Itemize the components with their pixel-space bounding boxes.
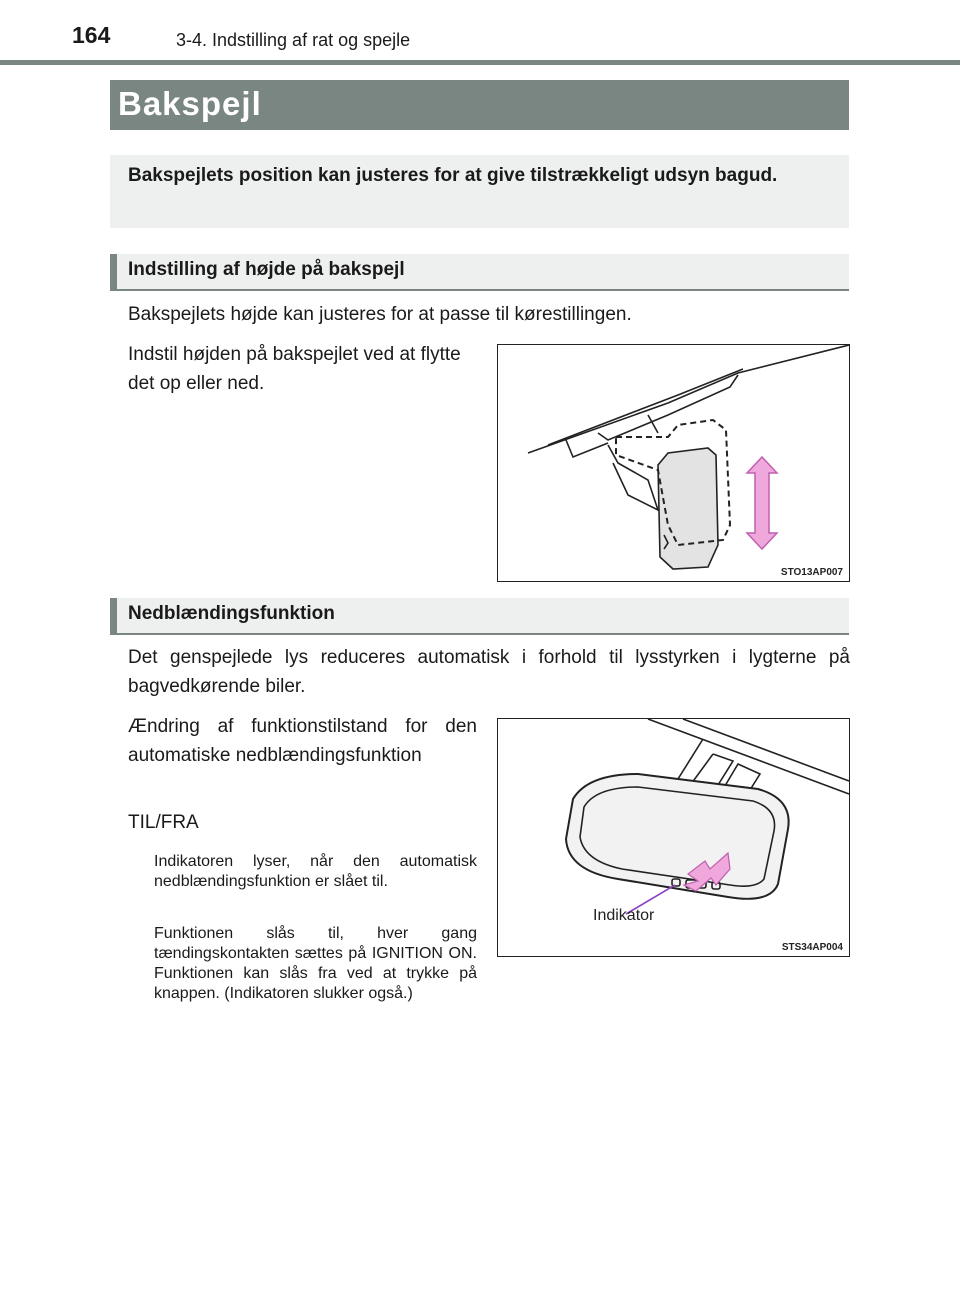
figure-mirror-height [497,344,850,582]
intro-box [110,155,849,228]
section2-text4: Indikatoren lyser, når den automatisk nedblændingsfunktion er slået til. [154,853,477,890]
intro-text: Bakspejlets position kan justeres for at give tilstrækkeligt udsyn bagud. [128,165,778,186]
chapter-title: 3-4. Indstilling af rat og spejle [176,30,411,50]
section2-text2: Ændring af funktionstilstand for den automatiske nedblændingsfunktion [128,716,477,766]
figure-code: STS34AP004 [781,942,843,953]
section2-text5: Funktionen slås til, hver gang tændingskontakten sættes på IGNITION ON. Funktionen kan slås fra ved at trykke på knappen. (Indikatoren slukker også.) [154,925,477,1002]
section1-text1: Bakspejlets højde kan justeres for at passe til kørestillingen. [128,304,632,325]
figure-label-indicator: Indikator [593,907,655,924]
figure-dimming-mirror [497,718,850,957]
section2-text1: Det genspejlede lys reduceres automatisk i forhold til lysstyrken i lygterne på bagvedkørende biler. [128,647,850,697]
page-title: Bakspejl [118,85,262,122]
section-heading-dimming [110,598,849,635]
header-rule [0,60,960,65]
section-heading-height-label: Indstilling af højde på bakspejl [128,259,405,280]
title-bar [110,80,849,130]
section-heading-height [110,254,849,291]
mirror-height-illustration [498,345,849,581]
section-heading-dimming-label: Nedblændingsfunktion [128,603,335,624]
up-down-arrow-icon [747,457,777,549]
page-number: 164 [72,22,111,48]
figure-code: STO13AP007 [780,567,843,578]
section2-text3: TIL/FRA [128,812,199,833]
section1-text2: Indstil højden på bakspejlet ved at flytte det op eller ned. [128,344,461,394]
dimming-mirror-illustration [498,719,849,956]
